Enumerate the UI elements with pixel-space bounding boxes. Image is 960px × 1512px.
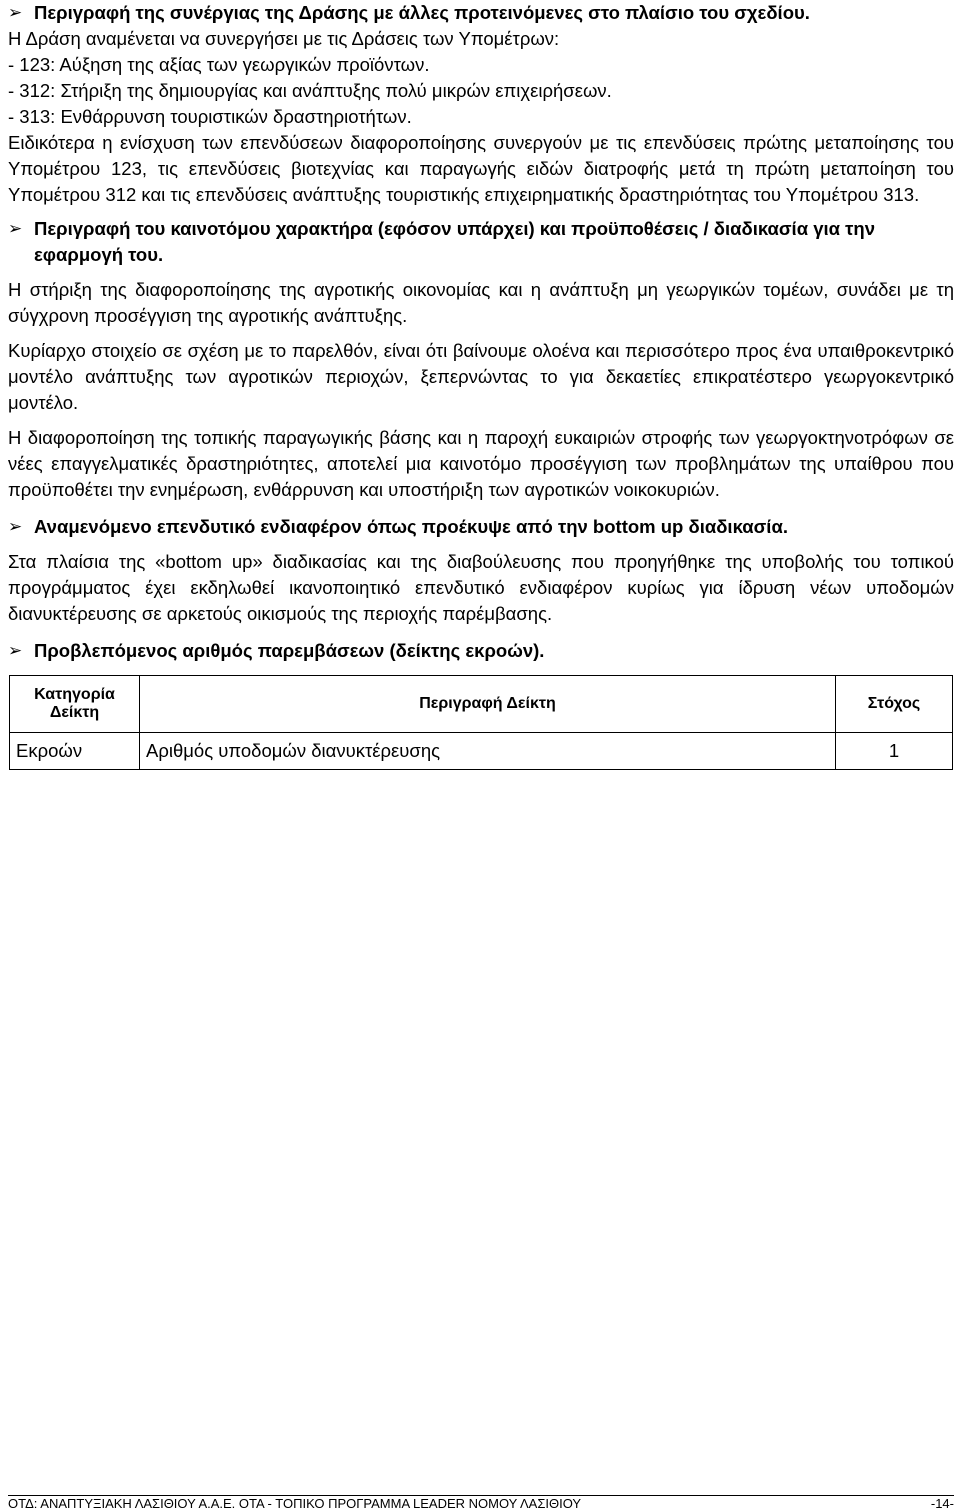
page-number: -14- [930, 1496, 954, 1511]
section-heading-investment-interest [8, 514, 954, 540]
synergy-list [8, 26, 954, 130]
table-cell: 1 [836, 733, 953, 770]
arrow-bullet-icon: ➢ [8, 219, 23, 238]
section-heading-synergy [8, 0, 954, 26]
table-row [10, 733, 953, 770]
synergy-paragraph: Ειδικότερα η ενίσχυση των επενδύσεων διαφοροποίησης συνεργούν με τις επενδύσεις πρώτης μεταποίησης του Υπομέτρου 123, τις επενδύσεις βιοτεχνίας και παραγωγής ειδών διατροφής μετά τη πρώτη μεταποίηση του Υπομέτρου 312 και τις επενδύσεις ανάπτυξης τουριστικής επιχειρηματικής δραστηριότητας του Υπομέτρου 313. [8, 132, 954, 205]
innovation-paragraph: Η στήριξη της διαφοροποίησης της αγροτικής οικονομίας και η ανάπτυξη μη γεωργικών τομέων, συνάδει με τη σύγχρονη προσέγγιση της αγροτικής ανάπτυξης. [8, 279, 954, 326]
synergy-intro: Η Δράση αναμένεται να συνεργήσει με τις Δράσεις των Υπομέτρων: [8, 28, 560, 49]
list-item: - 123: Αύξηση της αξίας των γεωργικών προϊόντων. [8, 54, 430, 75]
list-item: - 312: Στήριξη της δημιουργίας και ανάπτυξης πολύ μικρών επιχειρήσεων. [8, 80, 612, 101]
document-page [8, 0, 954, 770]
arrow-bullet-icon: ➢ [8, 517, 23, 536]
heading-text: Περιγραφή της συνέργιας της Δράσης με άλλες προτεινόμενες στο πλαίσιο του σχεδίου. [34, 2, 810, 23]
heading-text: Προβλεπόμενος αριθμός παρεμβάσεων (δείκτης εκροών). [34, 640, 545, 661]
section-heading-indicators [8, 638, 954, 664]
innovation-paragraph: Κυρίαρχο στοιχείο σε σχέση με το παρελθόν, είναι ότι βαίνουμε ολοένα και περισσότερο προς ένα υπαιθροκεντρικό μοντέλο ανάπτυξης των αγροτικών περιοχών, ξεπερνώντας το για δεκαετίες επικρατέστερο γεωργοκεντρικό μοντέλο. [8, 340, 954, 413]
table-cell: Αριθμός υποδομών διανυκτέρευσης [140, 733, 836, 770]
arrow-bullet-icon: ➢ [8, 3, 23, 22]
innovation-paragraph: Η διαφοροποίηση της τοπικής παραγωγικής βάσης και η παροχή ευκαιριών στροφής των γεωργοκτηνοτρόφων σε νέες επαγγελματικές δραστηριότητες, αποτελεί μια καινοτόμο προσέγγιση των προβλημάτων της υπαίθρου που προϋποθέτει την ενημέρωση, ενθάρρυνση και υποστήριξη των αγροτικών νοικοκυριών. [8, 427, 954, 500]
investment-paragraph: Στα πλαίσια της «bottom up» διαδικασίας και της διαβούλευσης που προηγήθηκε της υποβολής του τοπικού προγράμματος έχει εκδηλωθεί ικανοποιητικό επενδυτικό ενδιαφέρον κυρίως για ίδρυση νέων υποδομών διανυκτέρευσης σε αρκετούς οικισμούς της περιοχής παρέμβασης. [8, 551, 954, 624]
column-header: Κατηγορία Δείκτη [10, 676, 140, 733]
table-header-row [10, 676, 953, 733]
table-cell: Εκροών [10, 733, 140, 770]
heading-text: Αναμενόμενο επενδυτικό ενδιαφέρον όπως προέκυψε από την bottom up διαδικασία. [34, 516, 788, 537]
column-header: Περιγραφή Δείκτη [140, 676, 836, 733]
section-heading-innovation [8, 216, 954, 268]
list-item: - 313: Ενθάρρυνση τουριστικών δραστηριοτήτων. [8, 106, 412, 127]
footer-text: ΟΤΔ: ΑΝΑΠΤΥΞΙΑΚΗ ΛΑΣΙΘΙΟΥ Α.Α.Ε. ΟΤΑ - ΤΟΠΙΚΟ ΠΡΟΓΡΑΜΜΑ LEADER ΝΟΜΟΥ ΛΑΣΙΘΙΟΥ [8, 1496, 582, 1511]
indicator-table [9, 675, 953, 770]
arrow-bullet-icon: ➢ [8, 641, 23, 660]
page-footer [8, 1495, 954, 1512]
heading-text: Περιγραφή του καινοτόμου χαρακτήρα (εφόσον υπάρχει) και προϋποθέσεις / διαδικασία για την εφαρμογή του. [34, 218, 876, 265]
column-header: Στόχος [836, 676, 953, 733]
